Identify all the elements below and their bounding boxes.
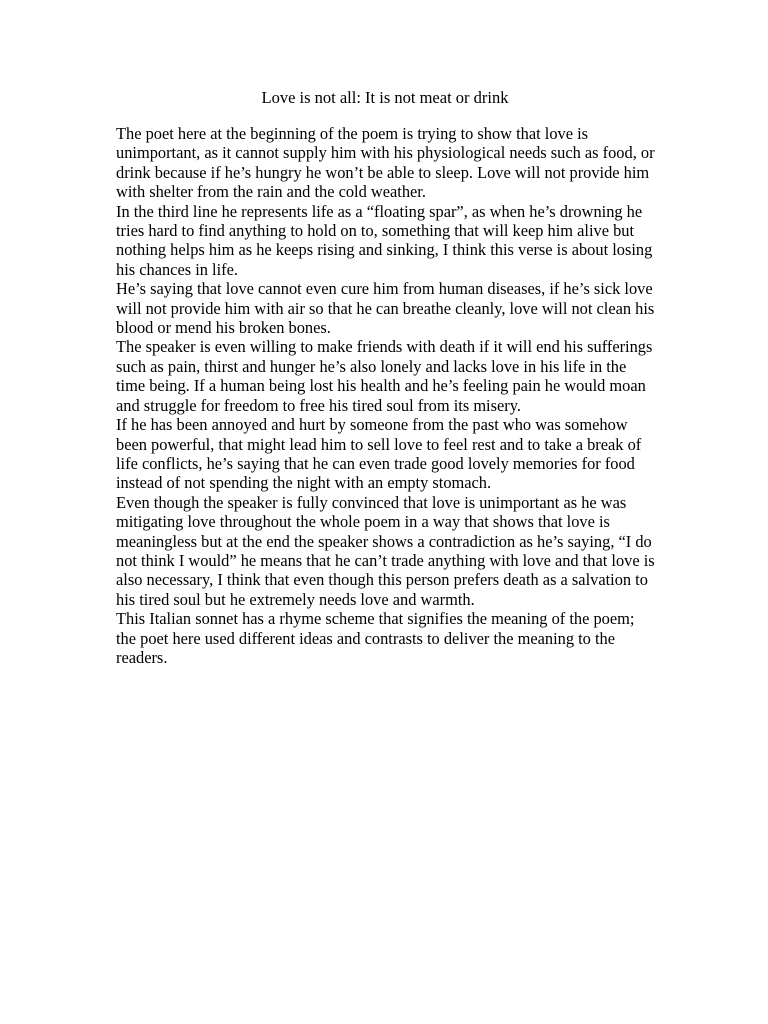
paragraph-4: The speaker is even willing to make friends with death if it will end his sufferings such as pain, thirst and hunger he’s also lonely and lacks love in his life in the time being. If a human being lost his health and he’s feeling pain he would moan and struggle for freedom to free his tired soul from its misery. xyxy=(116,337,653,415)
paragraph-1: The poet here at the beginning of the poem is trying to show that love is unimportant, as it cannot supply him with his physiological needs such as food, or drink because if he’s hungry he won’t be able to sleep. Love will not provide him with shelter from the rain and the cold weather. xyxy=(116,124,655,202)
paragraph-3: He’s saying that love cannot even cure him from human diseases, if he’s sick love will not provide him with air so that he can breathe cleanly, love will not clean his blood or mend his broken bones. xyxy=(116,279,655,338)
paragraph-7: This Italian sonnet has a rhyme scheme that signifies the meaning of the poem; the poet here used different ideas and contrasts to deliver the meaning to the readers. xyxy=(116,609,635,667)
document-title: Love is not all: It is not meat or drink xyxy=(261,88,509,107)
paragraph-5: If he has been annoyed and hurt by someone from the past who was somehow been powerful, that might lead him to sell love to feel rest and to take a break of life conflicts, he’s saying that he can even trade good lovely memories for food instead of not spending the night with an empty stomach. xyxy=(116,415,642,493)
paragraph-2: In the third line he represents life as a “floating spar”, as when he’s drowning he tries hard to find anything to hold on to, something that will keep him alive but nothing helps him as he keeps rising and sinking, I think this verse is about losing his chances in life. xyxy=(116,201,653,279)
paragraph-6: Even though the speaker is fully convinced that love is unimportant as he was mitigating love throughout the whole poem in a way that shows that love is meaningless but at the end the speaker shows a contradiction as he’s saying, “I do not think I would” he means that he can’t trade anything with love and that love is also necessary, I think that even though this person prefers death as a salvation to his tired soul but he extremely needs love and warmth. xyxy=(116,492,655,609)
document-body xyxy=(116,124,656,667)
